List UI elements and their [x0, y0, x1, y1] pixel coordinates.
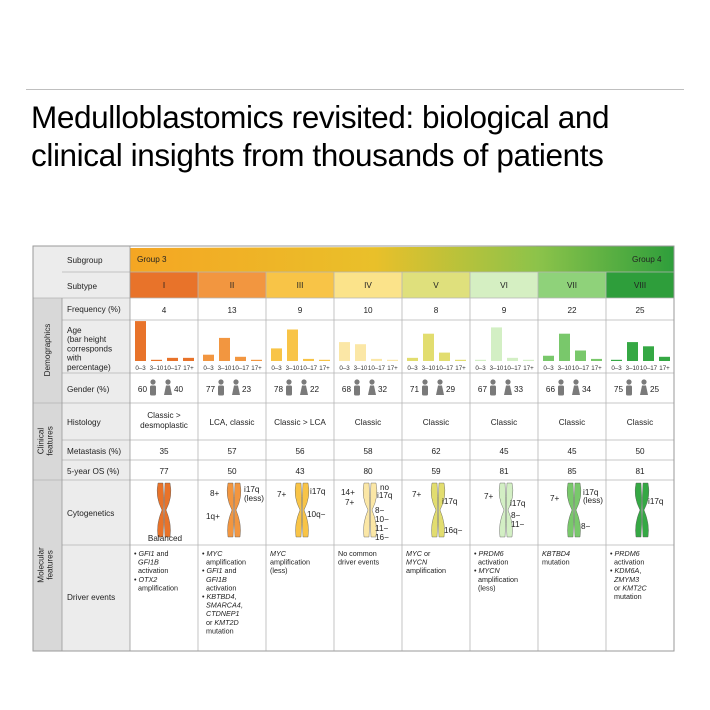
male-head — [490, 379, 495, 384]
cytogenetics-annotation: 8− — [511, 511, 521, 520]
female-person-icon — [504, 379, 512, 395]
histology-value: Classic — [490, 418, 518, 427]
chromosome-icon — [567, 483, 581, 537]
driver-event-line — [542, 558, 570, 567]
chromatid-left — [227, 483, 234, 537]
age-tick-label: 10–17 — [163, 365, 182, 372]
age-tick-label: 17+ — [251, 365, 262, 372]
age-bar — [203, 355, 214, 361]
driver-text: or — [202, 617, 215, 627]
row-label-histology: Histology — [67, 418, 101, 427]
age-bar — [387, 360, 398, 361]
chromatid-right — [234, 483, 241, 537]
gene-name: CTDNEP1 — [206, 609, 240, 619]
os-value: 77 — [159, 467, 169, 476]
age-bar — [491, 327, 502, 361]
histology-value: Classic — [626, 418, 654, 427]
gender-male-value: 75 — [613, 385, 623, 394]
driver-text: mutation — [202, 626, 234, 636]
gene-name: KDM6A — [614, 566, 640, 576]
driver-text: amplification — [134, 583, 178, 593]
age-tick-label: 3–10 — [625, 365, 640, 372]
male-head — [286, 379, 291, 384]
age-bar — [627, 342, 638, 361]
gene-name: MYC — [206, 549, 223, 558]
row-label-os: 5-year OS (%) — [67, 467, 120, 476]
cytogenetics-annotation: (less) — [244, 494, 265, 503]
row-label-metastasis: Metastasis (%) — [67, 447, 122, 456]
cytogenetics-annotation: Balanced — [147, 534, 183, 543]
age-tick-label: 10–17 — [639, 365, 658, 372]
cytogenetics-annotation: i17q — [377, 491, 393, 500]
os-value: 43 — [295, 467, 305, 476]
chromosome-icon — [635, 483, 649, 537]
female-head — [369, 379, 374, 384]
histology-value: LCA, classic — [209, 418, 255, 427]
age-tick-label: 0–3 — [339, 365, 350, 372]
row-label-cytogenetics: Cytogenetics — [67, 509, 115, 518]
os-value: 50 — [227, 467, 237, 476]
driver-event-line — [474, 583, 496, 592]
subtype-label-VII: VII — [566, 281, 578, 290]
driver-text: • — [474, 549, 479, 558]
section-label-molecular: features — [45, 550, 55, 580]
driver-text: mutation — [542, 557, 570, 567]
metastasis-value: 45 — [499, 447, 509, 456]
age-bar — [455, 360, 466, 361]
header-corner-bg — [33, 246, 62, 298]
gene-name: GFI1 — [206, 566, 223, 576]
gender-male-value: 67 — [477, 385, 487, 394]
female-head — [165, 379, 170, 384]
female-head — [437, 379, 442, 384]
gender-female-value: 25 — [650, 385, 660, 394]
female-person-icon — [300, 379, 308, 395]
age-tick-label: 10–17 — [367, 365, 386, 372]
age-tick-label: 3–10 — [353, 365, 368, 372]
age-tick-label: 17+ — [455, 365, 466, 372]
row-label-frequency: Frequency (%) — [67, 305, 121, 314]
cytogenetics-annotation: 7+ — [345, 498, 355, 507]
age-bar — [591, 359, 602, 361]
driver-text: (less) — [270, 566, 288, 576]
gene-name: ZMYM3 — [614, 574, 640, 584]
chromosome-icon — [431, 483, 445, 537]
driver-text: amplification — [270, 557, 310, 567]
female-body — [232, 386, 240, 396]
chromatid-left — [295, 483, 302, 537]
row-label-age: (bar height — [67, 335, 107, 345]
section-label-clinical: features — [45, 426, 55, 456]
gene-name: PRDM6 — [478, 549, 504, 558]
chromatid-left — [635, 483, 642, 537]
row-label-age: Age — [67, 326, 82, 335]
age-tick-label: 0–3 — [271, 365, 282, 372]
driver-text: • — [134, 574, 139, 584]
male-person-icon — [150, 379, 156, 395]
gender-male-value: 78 — [273, 385, 283, 394]
male-head — [218, 379, 223, 384]
metastasis-value: 58 — [363, 447, 373, 456]
age-tick-label: 0–3 — [611, 365, 622, 372]
driver-text: , — [639, 566, 642, 576]
age-bar — [219, 338, 230, 361]
driver-text: amplification — [406, 566, 446, 576]
section-label-molecular: Molecular — [36, 547, 46, 583]
metastasis-value: 56 — [295, 447, 305, 456]
row-label-gender: Gender (%) — [67, 385, 110, 394]
driver-text: (less) — [474, 583, 496, 593]
gender-female-value: 40 — [174, 385, 184, 394]
histology-value: Classic — [354, 418, 382, 427]
cytogenetics-annotation: 8+ — [210, 489, 220, 498]
age-bar — [439, 353, 450, 361]
cytogenetics-annotation: i17q — [244, 485, 260, 494]
age-tick-label: 0–3 — [203, 365, 214, 372]
gender-male-value: 60 — [137, 385, 147, 394]
gender-female-value: 22 — [310, 385, 320, 394]
male-person-icon — [490, 379, 496, 395]
gender-male-value: 71 — [409, 385, 419, 394]
driver-text: amplification — [202, 557, 246, 567]
male-body — [490, 386, 496, 396]
age-tick-label: 0–3 — [543, 365, 554, 372]
driver-text: driver events — [338, 557, 380, 567]
age-bar — [659, 357, 670, 361]
cytogenetics-annotation: 7+ — [484, 492, 494, 501]
row-label-subtype: Subtype — [67, 282, 98, 291]
row-label-age: corresponds — [67, 344, 113, 354]
age-bar — [135, 321, 146, 361]
female-body — [640, 386, 648, 396]
age-tick-label: 3–10 — [149, 365, 164, 372]
subtype-label-V: V — [433, 281, 439, 290]
cytogenetics-annotation: 7+ — [412, 490, 422, 499]
female-head — [505, 379, 510, 384]
gene-name: PRDM6 — [614, 549, 640, 558]
driver-text: , — [240, 600, 243, 610]
age-bar — [543, 356, 554, 361]
gene-name: MYC — [406, 549, 422, 558]
age-tick-label: 17+ — [523, 365, 534, 372]
histology-value: desmoplastic — [140, 421, 188, 430]
gene-name: KBTBD4 — [542, 549, 570, 558]
os-value: 85 — [567, 467, 577, 476]
age-bar — [371, 359, 382, 361]
age-bar — [507, 358, 518, 361]
article-title: Medulloblastomics revisited: biological and clinical insights from thousands of patients — [31, 99, 610, 173]
row-label-age: with — [67, 353, 82, 363]
female-body — [572, 386, 580, 396]
chromosome-icon — [157, 483, 171, 537]
age-bar — [559, 334, 570, 361]
age-bar — [475, 360, 486, 361]
male-body — [150, 386, 156, 396]
chromatid-left — [363, 483, 370, 537]
frequency-value: 22 — [567, 306, 577, 315]
driver-text: and — [222, 566, 237, 576]
age-tick-label: 10–17 — [299, 365, 318, 372]
driver-text: • — [202, 549, 207, 558]
gene-name: GFI1 — [138, 549, 155, 558]
cytogenetics-annotation: 11− — [511, 520, 525, 529]
age-bar — [151, 360, 162, 361]
cytogenetics-annotation: i17q — [510, 499, 526, 508]
age-tick-label: 3–10 — [421, 365, 436, 372]
histology-value: Classic — [422, 418, 450, 427]
group3-label: Group 3 — [137, 255, 167, 264]
gender-male-value: 66 — [545, 385, 555, 394]
male-person-icon — [626, 379, 632, 395]
gender-male-value: 68 — [341, 385, 351, 394]
frequency-value: 9 — [297, 306, 303, 315]
age-bar — [611, 360, 622, 361]
male-head — [422, 379, 427, 384]
age-bar — [523, 360, 534, 361]
os-value: 59 — [431, 467, 441, 476]
male-person-icon — [218, 379, 224, 395]
section-label-clinical: Clinical — [36, 427, 46, 455]
female-body — [164, 386, 172, 396]
age-tick-label: 0–3 — [475, 365, 486, 372]
male-body — [422, 386, 428, 396]
metastasis-value: 45 — [567, 447, 577, 456]
chromatid-left — [157, 483, 164, 537]
subtype-label-IV: IV — [364, 281, 372, 290]
driver-text: mutation — [610, 592, 642, 601]
male-body — [558, 386, 564, 396]
frequency-value: 13 — [227, 306, 237, 315]
female-person-icon — [640, 379, 648, 395]
gender-male-value: 77 — [205, 385, 215, 394]
metastasis-value: 62 — [431, 447, 441, 456]
age-bar — [235, 357, 246, 361]
gene-name: KMT2C — [622, 583, 647, 593]
driver-text: • — [134, 549, 139, 558]
driver-text: and — [154, 549, 169, 558]
driver-text: amplification — [474, 574, 518, 584]
driver-text: or — [421, 549, 431, 558]
female-head — [301, 379, 306, 384]
age-bar — [339, 342, 350, 361]
chromatid-left — [567, 483, 574, 537]
group4-label: Group 4 — [632, 255, 662, 264]
gender-female-value: 34 — [582, 385, 592, 394]
female-person-icon — [436, 379, 444, 395]
age-bar — [303, 359, 314, 361]
age-tick-label: 17+ — [387, 365, 398, 372]
female-body — [368, 386, 376, 396]
age-bar — [287, 330, 298, 362]
age-bar — [183, 358, 194, 361]
cytogenetics-annotation: no — [380, 483, 390, 492]
age-bar — [423, 334, 434, 361]
cytogenetics-annotation: 16− — [375, 533, 389, 542]
age-bar — [575, 351, 586, 362]
frequency-value: 4 — [161, 306, 167, 315]
cytogenetics-annotation: i17q — [442, 497, 458, 506]
age-bar — [355, 344, 366, 361]
age-tick-label: 17+ — [183, 365, 194, 372]
histology-value: Classic > LCA — [274, 418, 326, 427]
driver-text: activation — [610, 557, 645, 567]
male-person-icon — [558, 379, 564, 395]
male-head — [558, 379, 563, 384]
driver-text: • — [610, 549, 615, 558]
female-person-icon — [368, 379, 376, 395]
male-person-icon — [422, 379, 428, 395]
female-head — [233, 379, 238, 384]
driver-text: • — [610, 566, 615, 576]
male-body — [218, 386, 224, 396]
age-tick-label: 3–10 — [557, 365, 572, 372]
driver-text: • — [474, 566, 479, 576]
driver-text: activation — [474, 557, 509, 567]
driver-text: , — [234, 592, 237, 601]
cytogenetics-annotation: 8− — [581, 522, 591, 531]
age-bar — [643, 346, 654, 361]
cytogenetics-annotation: 10− — [375, 515, 389, 524]
driver-text: No common — [338, 549, 377, 558]
male-body — [354, 386, 360, 396]
gene-name: GFI1B — [206, 574, 227, 584]
driver-text: • — [202, 566, 207, 576]
male-person-icon — [286, 379, 292, 395]
male-head — [150, 379, 155, 384]
gender-female-value: 23 — [242, 385, 252, 394]
chromatid-left — [499, 483, 506, 537]
age-bar — [251, 360, 262, 361]
subtype-label-III: III — [296, 281, 304, 290]
os-value: 81 — [635, 467, 645, 476]
row-label-age: percentage) — [67, 362, 111, 372]
driver-event-line — [134, 583, 178, 592]
os-value: 81 — [499, 467, 509, 476]
age-tick-label: 0–3 — [135, 365, 146, 372]
histology-value: Classic > — [147, 411, 181, 420]
male-head — [626, 379, 631, 384]
age-tick-label: 10–17 — [231, 365, 250, 372]
cytogenetics-annotation: 1q+ — [206, 512, 220, 521]
section-label-demographics: Demographics — [43, 323, 52, 377]
age-tick-label: 3–10 — [489, 365, 504, 372]
driver-text: • — [202, 592, 207, 601]
age-tick-label: 10–17 — [571, 365, 590, 372]
male-person-icon — [354, 379, 360, 395]
driver-event-line — [610, 592, 642, 601]
cytogenetics-annotation: 7+ — [550, 494, 560, 503]
female-body — [300, 386, 308, 396]
male-body — [626, 386, 632, 396]
age-tick-label: 17+ — [659, 365, 670, 372]
driver-event-line — [338, 558, 380, 567]
subtype-label-VIII: VIII — [633, 281, 647, 290]
subtype-label-I: I — [162, 281, 166, 290]
male-head — [354, 379, 359, 384]
row-label-driver-events: Driver events — [67, 593, 116, 602]
age-tick-label: 10–17 — [435, 365, 454, 372]
frequency-value: 25 — [635, 306, 645, 315]
chromatid-right — [642, 483, 649, 537]
cytogenetics-annotation: i17q — [583, 488, 599, 497]
cytogenetics-annotation: 16q− — [444, 526, 463, 535]
female-person-icon — [164, 379, 172, 395]
histology-value: Classic — [558, 418, 586, 427]
chromatid-right — [574, 483, 581, 537]
cytogenetics-annotation: 11− — [375, 524, 389, 533]
age-tick-label: 17+ — [319, 365, 330, 372]
frequency-value: 9 — [501, 306, 507, 315]
chromatid-right — [164, 483, 171, 537]
metastasis-value: 50 — [635, 447, 645, 456]
gene-name: OTX2 — [138, 574, 158, 584]
frequency-value: 8 — [433, 306, 439, 315]
metastasis-value: 57 — [227, 447, 237, 456]
gene-name: MYCN — [406, 557, 428, 567]
female-head — [641, 379, 646, 384]
driver-text: activation — [202, 583, 237, 593]
cytogenetics-annotation: 14+ — [341, 488, 355, 497]
gene-name: MYC — [270, 549, 286, 558]
age-tick-label: 17+ — [591, 365, 602, 372]
gene-name: GFI1B — [138, 557, 159, 567]
cytogenetics-annotation: 7+ — [277, 490, 287, 499]
age-bar — [167, 358, 178, 361]
age-tick-label: 3–10 — [285, 365, 300, 372]
metastasis-value: 35 — [159, 447, 169, 456]
gender-female-value: 32 — [378, 385, 388, 394]
driver-event-line — [202, 626, 234, 635]
chromatid-left — [431, 483, 438, 537]
gender-female-value: 29 — [446, 385, 456, 394]
cytogenetics-annotation: (less) — [583, 496, 604, 505]
gene-name: KMT2D — [214, 617, 239, 627]
cytogenetics-annotation: i17q — [648, 497, 664, 506]
driver-event-line — [270, 566, 288, 575]
gender-female-value: 33 — [514, 385, 524, 394]
age-tick-label: 10–17 — [503, 365, 522, 372]
female-body — [504, 386, 512, 396]
age-bar — [271, 348, 282, 361]
male-body — [286, 386, 292, 396]
driver-text: or — [610, 583, 623, 593]
driver-event-line — [406, 566, 446, 575]
row-label-subgroup: Subgroup — [67, 256, 103, 265]
chromosome-icon — [227, 483, 241, 537]
female-head — [573, 379, 578, 384]
driver-text: activation — [134, 566, 169, 576]
gene-name: SMARCA4 — [206, 600, 241, 610]
female-person-icon — [572, 379, 580, 395]
female-body — [436, 386, 444, 396]
cytogenetics-annotation: 10q− — [307, 510, 326, 519]
female-person-icon — [232, 379, 240, 395]
age-tick-label: 3–10 — [217, 365, 232, 372]
age-bar — [407, 358, 418, 361]
age-bar — [319, 360, 330, 361]
gene-name: MYCN — [478, 566, 500, 576]
age-tick-label: 0–3 — [407, 365, 418, 372]
subtype-label-VI: VI — [500, 281, 508, 290]
gene-name: KBTBD4 — [206, 592, 235, 601]
frequency-value: 10 — [363, 306, 373, 315]
cytogenetics-annotation: i17q — [310, 487, 326, 496]
os-value: 80 — [363, 467, 373, 476]
cytogenetics-annotation: 8− — [375, 506, 385, 515]
subtype-label-II: II — [229, 281, 235, 290]
